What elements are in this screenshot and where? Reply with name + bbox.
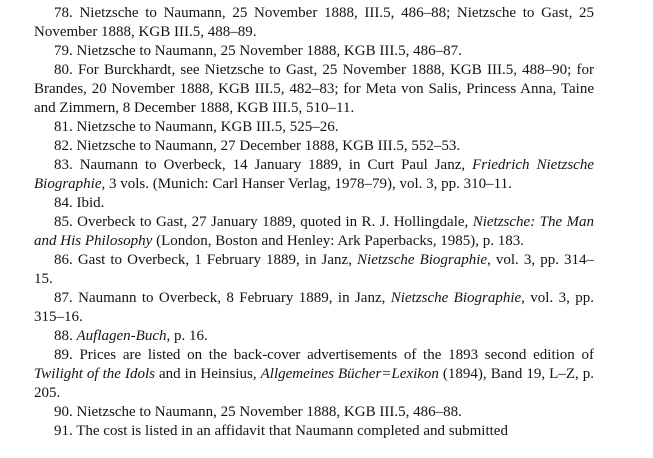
endnote-title-italic: Nietzsche: The Man and His Philosophy [34,214,595,249]
endnote-number: 85. [54,214,73,230]
endnote-text-segment: , p. 16. [166,328,208,344]
endnote-title-italic: Allgemeines Bücher=Lexikon [260,366,439,382]
endnote-number: 89. [54,347,73,363]
endnote [34,327,594,346]
endnote-text-segment: Nietzsche to Naumann, KGB III.5, 525–26. [76,119,339,135]
endnote-text [77,119,339,135]
endnote [34,251,594,289]
endnote-text-segment: (1894), Band 19, L–Z, p. 205. [34,366,594,401]
endnote-text-segment: Gast to Overbeck, 1 February 1889, in Janz, [77,252,358,268]
endnote-text-segment: For Burckhardt, see Nietzsche to Gast, 25 November 1888, KGB III.5, 488–90; for Brandes, 20 November 1888, KGB III.5, 482–83; for Meta von Salis, Princess Anna, Taine and Zimmern, 8 December 1888, KGB III.5, 510–11. [34,62,595,116]
endnote [34,422,594,441]
endnote-text [77,404,462,420]
endnote-text [34,347,594,401]
endnote-text-segment: Prices are listed on the back-cover advertisements of the 1893 second edition of [79,347,595,363]
endnote-number: 86. [54,252,73,268]
endnote-text [77,328,208,344]
endnote [34,289,594,327]
endnote-text-segment: Ibid. [76,195,105,211]
endnote-text-segment: Overbeck to Gast, 27 January 1889, quoted in R. J. Hollingdale, [77,214,473,230]
endnote-text [77,138,461,154]
endnote-text [34,214,594,249]
endnote-text [34,157,594,192]
endnote-text-segment: Nietzsche to Naumann, 25 November 1888, III.5, 486–88; Nietzsche to Gast, 25 November 1888, KGB III.5, 488–89. [34,5,595,40]
endnote [34,346,594,403]
endnote [34,213,594,251]
endnote-number: 82. [54,138,73,154]
endnote-title-italic: Twilight of the Idols [34,366,155,382]
endnote-text-segment: , vol. 3, pp. 315–16. [34,290,594,325]
endnote-text-segment: Nietzsche to Naumann, 25 November 1888, KGB III.5, 486–88. [76,404,462,420]
endnote [34,403,594,422]
endnote-text [77,43,462,59]
endnote-text [34,290,594,325]
endnote-number: 78. [54,5,73,21]
endnote-text-segment: (London, Boston and Henley: Ark Paperbacks, 1985), p. 183. [152,233,524,249]
endnote [34,61,594,118]
endnote-text-segment: , vol. 3, pp. 314–15. [34,252,595,287]
endnote-title-italic: Auflagen-Buch [76,328,167,344]
endnote [34,42,594,61]
endnotes-list [34,4,594,441]
endnote-text-segment: Naumann to Overbeck, 14 January 1889, in Curt Paul Janz, [79,157,473,173]
endnote-text [34,5,594,40]
endnote-number: 84. [54,195,73,211]
endnote-text [77,195,105,211]
endnote-title-italic: Nietzsche Biographie [390,290,522,306]
endnote-number: 80. [54,62,73,78]
endnote-number: 81. [54,119,73,135]
endnote-number: 91. [54,423,73,439]
endnote-text-segment: Nietzsche to Naumann, 25 November 1888, KGB III.5, 486–87. [76,43,462,59]
endnote-number: 90. [54,404,73,420]
endnotes-page [34,4,594,441]
endnote-text-segment: , 3 vols. (Munich: Carl Hanser Verlag, 1978–79), vol. 3, pp. 310–11. [101,176,512,192]
endnote [34,137,594,156]
endnote-number: 87. [54,290,73,306]
endnote-text-segment: and in Heinsius, [154,366,261,382]
endnote-number: 79. [54,43,73,59]
endnote-text-segment: Nietzsche to Naumann, 27 December 1888, KGB III.5, 552–53. [76,138,461,154]
endnote-number: 83. [54,157,73,173]
endnote-text-segment: Naumann to Overbeck, 8 February 1889, in Janz, [78,290,391,306]
endnote [34,194,594,213]
endnote [34,4,594,42]
endnote [34,118,594,137]
endnote [34,156,594,194]
endnote-text-segment: The cost is listed in an affidavit that Naumann completed and submitted [76,423,508,439]
endnote-number: 88. [54,328,73,344]
endnote-text [34,252,594,287]
endnote-title-italic: Nietzsche Biographie [357,252,488,268]
endnote-text [76,423,508,439]
endnote-title-italic: Friedrich Nietzsche Biographie [34,157,594,192]
endnote-text [34,62,594,116]
